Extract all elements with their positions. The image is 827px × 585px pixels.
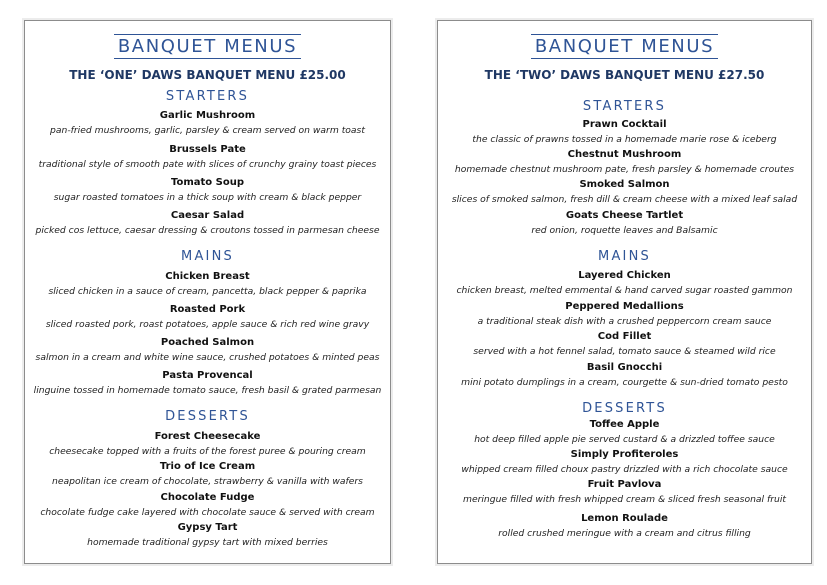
dish-description: meringue filled with fresh whipped cream & sliced fresh seasonal fruit: [463, 494, 786, 505]
dish-name: Cod Fillet: [597, 331, 652, 342]
dish-name: Toffee Apple: [589, 419, 660, 430]
dish-description: traditional style of smooth pate with slices of crunchy grainy toast pieces: [38, 159, 377, 170]
dish-name: Smoked Salmon: [579, 179, 670, 190]
dish-description: pan-fried mushrooms, garlic, parsley & cream served on warm toast: [50, 125, 365, 136]
menu-card-one: [24, 20, 391, 564]
section-heading-starters: STARTERS: [582, 99, 667, 114]
dish-description: chicken breast, melted emmental & hand carved sugar roasted gammon: [456, 285, 793, 296]
menu-subtitle: THE ‘ONE’ DAWS BANQUET MENU £25.00: [69, 68, 346, 82]
dish-description: the classic of prawns tossed in a homemade marie rose & iceberg: [472, 134, 777, 145]
dish-name: Layered Chicken: [578, 270, 671, 281]
dish-name: Prawn Cocktail: [582, 119, 667, 130]
dish-name: Garlic Mushroom: [159, 110, 256, 121]
dish-description: picked cos lettuce, caesar dressing & croutons tossed in parmesan cheese: [35, 225, 380, 236]
dish-description: slices of smoked salmon, fresh dill & cream cheese with a mixed leaf salad: [451, 194, 798, 205]
dish-description: served with a hot fennel salad, tomato sauce & steamed wild rice: [473, 346, 776, 357]
dish-name: Gypsy Tart: [177, 522, 238, 533]
dish-description: homemade chestnut mushroom pate, fresh parsley & homemade croutes: [454, 164, 795, 175]
dish-description: chocolate fudge cake layered with chocolate sauce & served with cream: [40, 507, 375, 518]
dish-description: homemade traditional gypsy tart with mixed berries: [87, 537, 328, 548]
menu-card-two: [437, 20, 812, 564]
dish-description: neapolitan ice cream of chocolate, strawberry & vanilla with wafers: [52, 476, 363, 487]
dish-description: sliced chicken in a sauce of cream, pancetta, black pepper & paprika: [48, 286, 367, 297]
menu-subtitle: THE ‘TWO’ DAWS BANQUET MENU £27.50: [484, 68, 765, 82]
dish-description: red onion, roquette leaves and Balsamic: [531, 225, 718, 236]
section-heading-desserts: DESSERTS: [165, 409, 250, 424]
dish-name: Brussels Pate: [169, 144, 246, 155]
section-heading-desserts: DESSERTS: [582, 401, 667, 416]
dish-name: Lemon Roulade: [581, 513, 668, 524]
section-heading-mains: MAINS: [181, 249, 234, 264]
dish-description: whipped cream filled choux pastry drizzled with a rich chocolate sauce: [461, 464, 788, 475]
dish-name: Poached Salmon: [160, 337, 255, 348]
dish-description: sliced roasted pork, roast potatoes, apple sauce & rich red wine gravy: [45, 319, 370, 330]
dish-description: sugar roasted tomatoes in a thick soup with cream & black pepper: [53, 192, 362, 203]
dish-description: linguine tossed in homemade tomato sauce, fresh basil & grated parmesan: [33, 385, 382, 396]
dish-name: Caesar Salad: [170, 210, 245, 221]
dish-description: mini potato dumplings in a cream, courgette & sun-dried tomato pesto: [461, 377, 788, 388]
dish-description: a traditional steak dish with a crushed peppercorn cream sauce: [477, 316, 772, 327]
dish-name: Simply Profiteroles: [570, 449, 679, 460]
dish-name: Basil Gnocchi: [586, 362, 663, 373]
menu-title: BANQUET MENUS: [25, 34, 390, 59]
dish-name: Chicken Breast: [165, 271, 250, 282]
dish-name: Forest Cheesecake: [154, 431, 261, 442]
dish-name: Chestnut Mushroom: [567, 149, 682, 160]
dish-name: Roasted Pork: [169, 304, 246, 315]
dish-name: Goats Cheese Tartlet: [565, 210, 684, 221]
dish-description: rolled crushed meringue with a cream and citrus filling: [498, 528, 751, 539]
dish-name: Chocolate Fudge: [160, 492, 255, 503]
section-heading-mains: MAINS: [598, 249, 651, 264]
dish-description: salmon in a cream and white wine sauce, crushed potatoes & minted peas: [35, 352, 380, 363]
dish-name: Tomato Soup: [170, 177, 244, 188]
section-heading-starters: STARTERS: [165, 89, 250, 104]
dish-name: Trio of Ice Cream: [159, 461, 256, 472]
dish-name: Fruit Pavlova: [587, 479, 662, 490]
dish-description: cheesecake topped with a fruits of the forest puree & pouring cream: [49, 446, 366, 457]
menu-title: BANQUET MENUS: [438, 34, 811, 59]
dish-name: Peppered Medallions: [565, 301, 684, 312]
dish-description: hot deep filled apple pie served custard & a drizzled toffee sauce: [474, 434, 775, 445]
dish-name: Pasta Provencal: [162, 370, 253, 381]
